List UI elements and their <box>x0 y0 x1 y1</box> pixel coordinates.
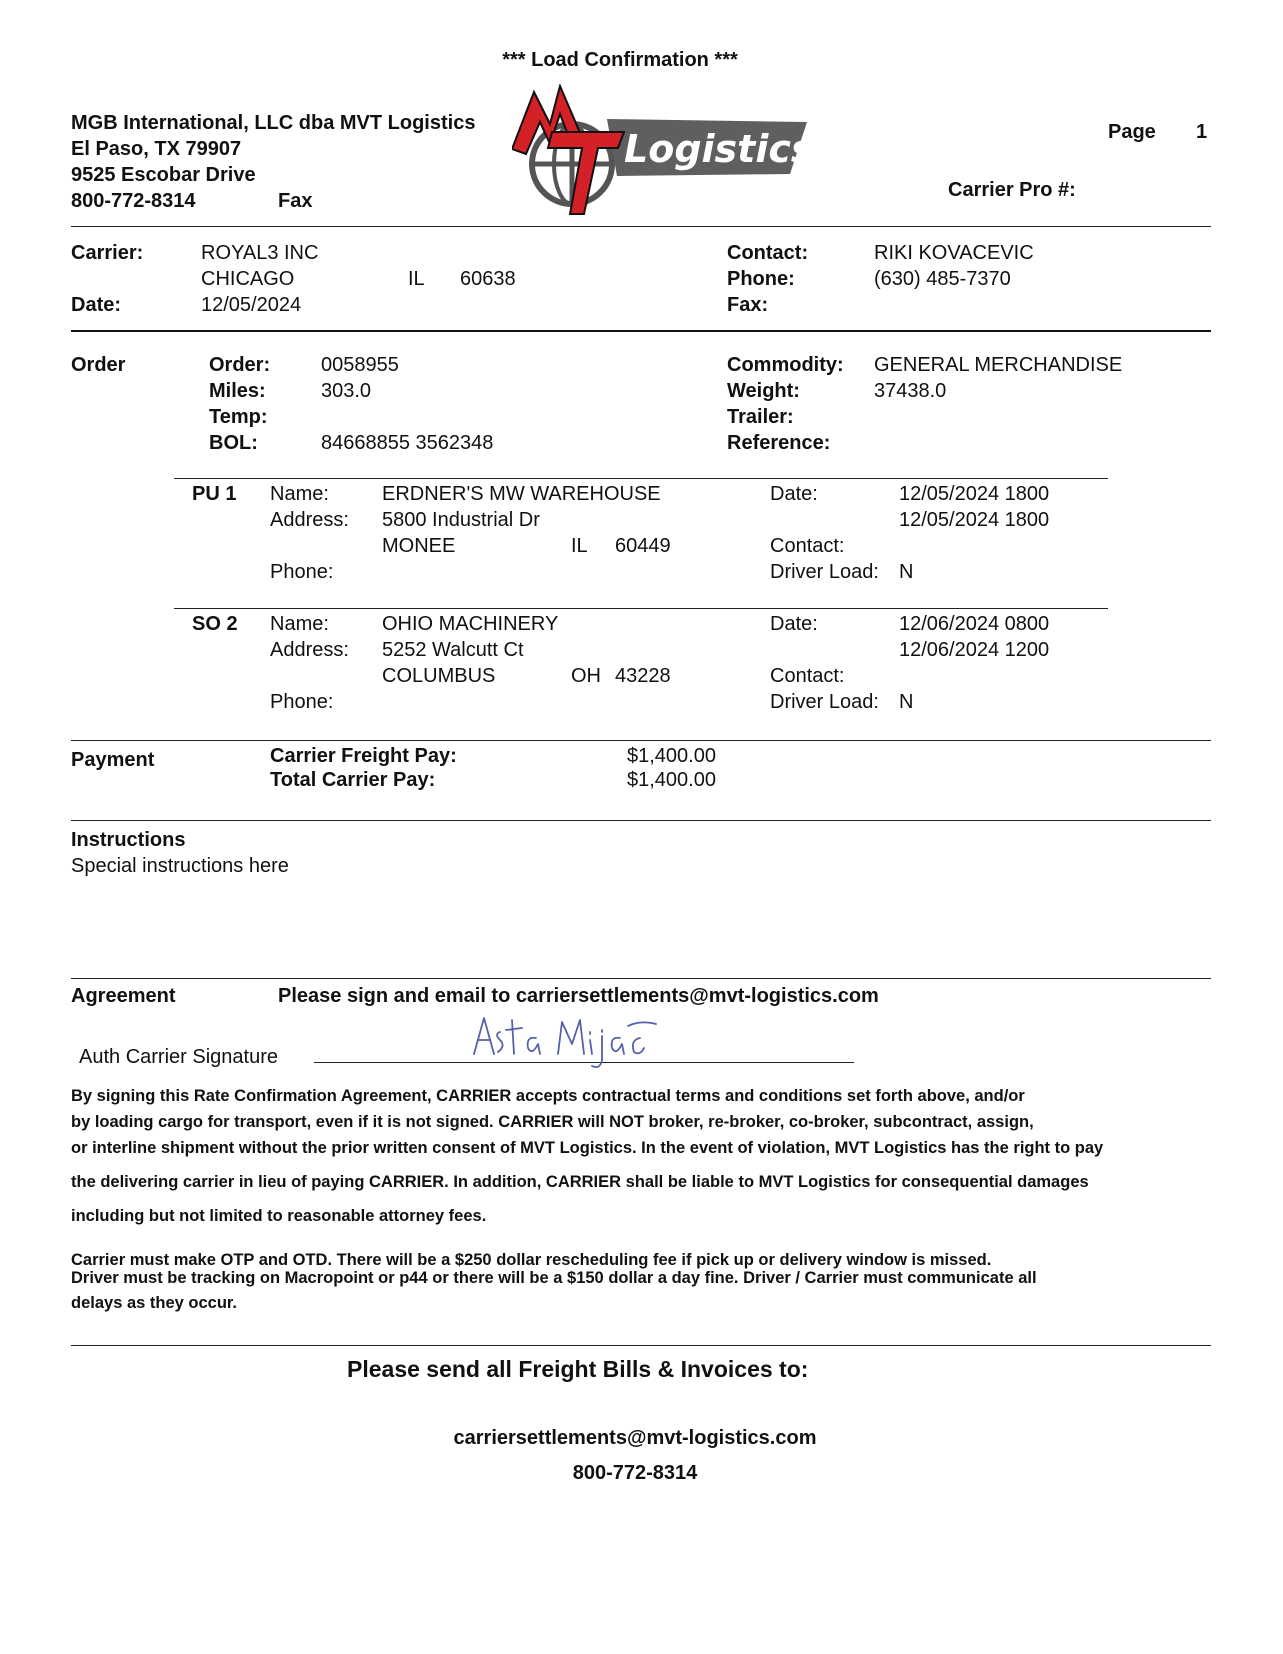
weight-value: 37438.0 <box>874 380 947 402</box>
payment-label: Payment <box>71 749 155 771</box>
terms-line: including but not limited to reasonable attorney fees. <box>71 1207 487 1225</box>
signature-image <box>470 1012 670 1072</box>
freight-pay-label: Carrier Freight Pay: <box>270 745 457 767</box>
agreement-label: Agreement <box>71 985 176 1007</box>
instructions-text: Special instructions here <box>71 855 289 877</box>
load-date: 12/05/2024 <box>201 294 302 316</box>
divider <box>71 978 1211 979</box>
carrier-label: Carrier: <box>71 242 144 264</box>
stop-date-end: 12/05/2024 1800 <box>899 509 1050 531</box>
page-label: Page <box>1108 121 1156 143</box>
carrier-phone: (630) 485-7370 <box>874 268 1011 290</box>
total-pay-value: $1,400.00 <box>627 769 716 791</box>
stop-date-start: 12/06/2024 0800 <box>899 613 1050 635</box>
stop-name: OHIO MACHINERY <box>382 613 559 635</box>
terms-line: by loading cargo for transport, even if it is not signed. CARRIER will NOT broker, re-broker, co-broker, subcontract, assign, <box>71 1113 1034 1131</box>
stop-date-label: Date: <box>770 483 818 505</box>
carrier-zip: 60638 <box>460 268 516 290</box>
freight-pay-value: $1,400.00 <box>627 745 716 767</box>
carrier-pro-label: Carrier Pro #: <box>948 179 1076 201</box>
carrier-contact: RIKI KOVACEVIC <box>874 242 1034 264</box>
bol-value: 84668855 3562348 <box>321 432 494 454</box>
company-logo <box>512 84 807 220</box>
miles-value: 303.0 <box>321 380 372 402</box>
company-street: 9525 Escobar Drive <box>71 164 256 186</box>
divider <box>71 740 1211 741</box>
divider <box>174 478 1108 479</box>
stop-phone-label: Phone: <box>270 691 334 713</box>
stop-tag: SO 2 <box>192 613 238 635</box>
footer-phone: 800-772-8314 <box>572 1462 698 1484</box>
handwritten-signature <box>470 1012 670 1072</box>
footer-heading: Please send all Freight Bills & Invoices to: <box>347 1356 809 1382</box>
stop-tag: PU 1 <box>192 483 237 505</box>
order-section-label: Order <box>71 354 126 376</box>
stop-name: ERDNER'S MW WAREHOUSE <box>382 483 661 505</box>
bol-label: BOL: <box>209 432 258 454</box>
phone-label: Phone: <box>727 268 795 290</box>
company-city: El Paso, TX 79907 <box>71 138 242 160</box>
stop-contact-label: Contact: <box>770 535 845 557</box>
document-title: *** Load Confirmation *** <box>502 49 738 71</box>
terms-line: the delivering carrier in lieu of paying CARRIER. In addition, CARRIER shall be liable to MVT Logistics for consequential damages <box>71 1173 1089 1191</box>
stop-date-end: 12/06/2024 1200 <box>899 639 1050 661</box>
order-number: 0058955 <box>321 354 399 376</box>
logo-text: Logistics <box>624 127 807 171</box>
carrier-city: CHICAGO <box>201 268 295 290</box>
carrier-state: IL <box>408 268 425 290</box>
temp-label: Temp: <box>209 406 268 428</box>
stop-address: 5800 Industrial Dr <box>382 509 540 531</box>
stop-driver-load: N <box>899 561 914 583</box>
order-label: Order: <box>209 354 271 376</box>
stop-state: OH <box>571 665 601 687</box>
stop-contact-label: Contact: <box>770 665 845 687</box>
divider <box>71 1345 1211 1346</box>
agreement-sign-text: Please sign and email to carriersettlements@mvt-logistics.com <box>278 985 879 1007</box>
stop-zip: 60449 <box>615 535 671 557</box>
signature-label: Auth Carrier Signature <box>79 1046 278 1068</box>
stop-phone-label: Phone: <box>270 561 334 583</box>
instructions-label: Instructions <box>71 829 186 851</box>
total-pay-label: Total Carrier Pay: <box>270 769 436 791</box>
stop-city: COLUMBUS <box>382 665 496 687</box>
miles-label: Miles: <box>209 380 266 402</box>
terms-line: By signing this Rate Confirmation Agreement, CARRIER accepts contractual terms and conditions set forth above, and/or <box>71 1087 1025 1105</box>
footer-email: carriersettlements@mvt-logistics.com <box>453 1427 817 1449</box>
stop-address: 5252 Walcutt Ct <box>382 639 524 661</box>
carrier-name: ROYAL3 INC <box>201 242 319 264</box>
terms-line: or interline shipment without the prior written consent of MVT Logistics. In the event of violation, MVT Logistics has the right to pay <box>71 1139 1104 1157</box>
company-phone: 800-772-8314 <box>71 190 196 212</box>
stop-name-label: Name: <box>270 483 329 505</box>
commodity-value: GENERAL MERCHANDISE <box>874 354 1123 376</box>
otp-line: delays as they occur. <box>71 1294 238 1312</box>
stop-address-label: Address: <box>270 639 349 661</box>
divider <box>71 820 1211 821</box>
stop-city: MONEE <box>382 535 456 557</box>
commodity-label: Commodity: <box>727 354 844 376</box>
stop-date-label: Date: <box>770 613 818 635</box>
company-fax-label: Fax <box>278 190 313 212</box>
weight-label: Weight: <box>727 380 800 402</box>
divider <box>174 608 1108 609</box>
otp-line: Driver must be tracking on Macropoint or p44 or there will be a $150 dollar a day fine. Driver / Carrier must communicate all <box>71 1269 1037 1287</box>
stop-address-label: Address: <box>270 509 349 531</box>
stop-driver-load-label: Driver Load: <box>770 561 879 583</box>
page-number: 1 <box>1196 121 1208 143</box>
divider <box>71 226 1211 227</box>
stop-driver-load: N <box>899 691 914 713</box>
stop-zip: 43228 <box>615 665 671 687</box>
company-name: MGB International, LLC dba MVT Logistics <box>71 112 476 134</box>
otp-line: Carrier must make OTP and OTD. There will be a $250 dollar rescheduling fee if pick up or delivery window is missed. <box>71 1251 992 1269</box>
reference-label: Reference: <box>727 432 831 454</box>
date-label: Date: <box>71 294 122 316</box>
stop-driver-load-label: Driver Load: <box>770 691 879 713</box>
stop-date-start: 12/05/2024 1800 <box>899 483 1050 505</box>
stop-name-label: Name: <box>270 613 329 635</box>
fax-label: Fax: <box>727 294 769 316</box>
contact-label: Contact: <box>727 242 809 264</box>
mvt-logo-graphic <box>512 84 807 220</box>
stop-state: IL <box>571 535 588 557</box>
divider <box>71 330 1211 332</box>
trailer-label: Trailer: <box>727 406 794 428</box>
